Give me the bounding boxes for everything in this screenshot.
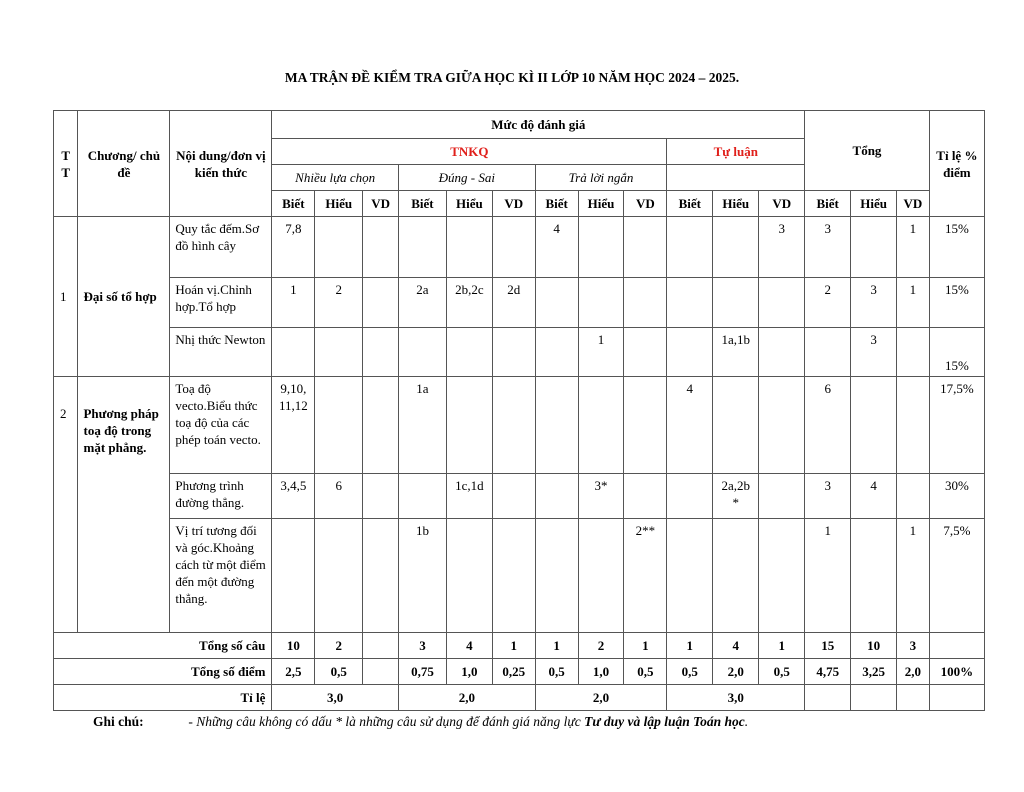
- tnkq-header: TNKQ: [272, 139, 667, 165]
- matrix-cell: [535, 474, 578, 519]
- ratio-row: [54, 685, 985, 711]
- matrix-row: [54, 377, 985, 474]
- matrix-cell: [446, 519, 492, 633]
- matrix-cell: [897, 474, 930, 519]
- ratio-true-false: 2,0: [398, 685, 535, 711]
- total-cell: 15: [805, 633, 851, 659]
- matrix-cell: 1: [272, 278, 315, 328]
- matrix-cell: [713, 217, 759, 278]
- matrix-cell: [363, 377, 399, 474]
- ratio-short-answer: 2,0: [535, 685, 667, 711]
- ratio-cell-empty: [929, 685, 984, 711]
- matrix-row: [54, 519, 985, 633]
- content-header: Nội dung/đơn vị kiến thức: [170, 111, 272, 217]
- matrix-cell: 2d: [492, 278, 535, 328]
- matrix-cell: [492, 474, 535, 519]
- matrix-cell: [624, 217, 667, 278]
- matrix-cell: [398, 217, 446, 278]
- matrix-cell: 1: [805, 519, 851, 633]
- matrix-cell: [759, 377, 805, 474]
- matrix-cell: 1: [897, 519, 930, 633]
- total-cell: 1: [667, 633, 713, 659]
- total-questions-label: Tổng số câu: [54, 633, 272, 659]
- matrix-cell: [713, 278, 759, 328]
- tu-luan-subheader-empty: [667, 165, 805, 191]
- matrix-cell: [363, 519, 399, 633]
- matrix-cell: [624, 474, 667, 519]
- matrix-cell: [446, 328, 492, 377]
- level-header-cell: Hiểu: [315, 191, 363, 217]
- matrix-row: [54, 328, 985, 377]
- matrix-cell: [315, 328, 363, 377]
- matrix-cell: 3*: [578, 474, 624, 519]
- note-text-prefix: - Những câu không có dấu * là những câu sử dụng để đánh giá năng lực: [188, 714, 585, 729]
- matrix-cell: [667, 474, 713, 519]
- matrix-cell: 1: [578, 328, 624, 377]
- percent-cell: 17,5%: [929, 377, 984, 474]
- matrix-cell: [272, 519, 315, 633]
- total-cell: 0,25: [492, 659, 535, 685]
- chapter-name: Phương pháp toạ độ trong mặt phẳng.: [78, 377, 170, 633]
- matrix-row: [54, 217, 985, 278]
- total-cell: 4,75: [805, 659, 851, 685]
- total-cell: 0,5: [624, 659, 667, 685]
- total-cell: 4: [713, 633, 759, 659]
- tu-luan-header: Tự luận: [667, 139, 805, 165]
- matrix-cell: [315, 519, 363, 633]
- chapter-number: 1: [54, 217, 78, 377]
- matrix-cell: [897, 328, 930, 377]
- total-cell: 10: [272, 633, 315, 659]
- matrix-cell: [363, 328, 399, 377]
- matrix-cell: 2**: [624, 519, 667, 633]
- matrix-cell: [713, 377, 759, 474]
- matrix-cell: 2: [805, 278, 851, 328]
- ratio-tu-luan: 3,0: [667, 685, 805, 711]
- matrix-cell: [272, 328, 315, 377]
- level-header-cell: Hiểu: [578, 191, 624, 217]
- matrix-cell: 4: [667, 377, 713, 474]
- matrix-cell: [492, 217, 535, 278]
- matrix-cell: [535, 328, 578, 377]
- matrix-cell: [851, 217, 897, 278]
- total-cell: 10: [851, 633, 897, 659]
- chapter-header: Chương/ chủ đề: [78, 111, 170, 217]
- level-header-cell: Biết: [398, 191, 446, 217]
- matrix-cell: [535, 278, 578, 328]
- total-cell: [363, 659, 399, 685]
- content-cell: Quy tắc đếm.Sơ đồ hình cây: [170, 217, 272, 278]
- matrix-cell: [363, 474, 399, 519]
- matrix-cell: [667, 328, 713, 377]
- matrix-cell: [535, 519, 578, 633]
- level-header-cell: Biết: [667, 191, 713, 217]
- ratio-cell-empty: [851, 685, 897, 711]
- total-cell: 2,5: [272, 659, 315, 685]
- matrix-cell: [667, 278, 713, 328]
- total-percent-cell: 100%: [929, 659, 984, 685]
- chapter-name: Đại số tổ hợp: [78, 217, 170, 377]
- matrix-cell: [805, 328, 851, 377]
- matrix-cell: [363, 217, 399, 278]
- ratio-label: Tỉ lệ: [54, 685, 272, 711]
- matrix-cell: 4: [535, 217, 578, 278]
- total-cell: 0,5: [759, 659, 805, 685]
- matrix-cell: 6: [315, 474, 363, 519]
- matrix-cell: 2: [315, 278, 363, 328]
- ratio-multiple-choice: 3,0: [272, 685, 399, 711]
- matrix-cell: [315, 217, 363, 278]
- matrix-cell: [624, 328, 667, 377]
- level-header-cell: VD: [492, 191, 535, 217]
- matrix-cell: [398, 474, 446, 519]
- matrix-cell: 9,10,11,12: [272, 377, 315, 474]
- content-cell: Phương trình đường thẳng.: [170, 474, 272, 519]
- level-header-cell: Hiểu: [851, 191, 897, 217]
- matrix-cell: [851, 519, 897, 633]
- matrix-cell: 1c,1d: [446, 474, 492, 519]
- level-header-cell: VD: [897, 191, 930, 217]
- percent-header: Tỉ lệ % điểm: [929, 111, 984, 217]
- total-cell: 3,25: [851, 659, 897, 685]
- matrix-cell: 3: [805, 217, 851, 278]
- matrix-cell: 2a,2b*: [713, 474, 759, 519]
- total-cell: 0,5: [667, 659, 713, 685]
- matrix-cell: [363, 278, 399, 328]
- matrix-cell: 3: [759, 217, 805, 278]
- footnote: [93, 714, 748, 730]
- total-points-label: Tổng số điểm: [54, 659, 272, 685]
- matrix-cell: [624, 377, 667, 474]
- matrix-cell: [851, 377, 897, 474]
- matrix-cell: [446, 377, 492, 474]
- total-cell: 0,5: [535, 659, 578, 685]
- level-header-cell: VD: [759, 191, 805, 217]
- matrix-cell: 3: [851, 328, 897, 377]
- multiple-choice-header: Nhiều lựa chọn: [272, 165, 399, 191]
- percent-cell: 7,5%: [929, 519, 984, 633]
- matrix-cell: [446, 217, 492, 278]
- matrix-cell: [759, 278, 805, 328]
- note-text-suffix: .: [744, 714, 749, 729]
- level-header-cell: Biết: [535, 191, 578, 217]
- matrix-cell: [315, 377, 363, 474]
- matrix-cell: 7,8: [272, 217, 315, 278]
- level-header-cell: Biết: [805, 191, 851, 217]
- total-percent-cell: [929, 633, 984, 659]
- page-title: MA TRẬN ĐỀ KIỂM TRA GIỮA HỌC KÌ II LỚP 10 NĂM HỌC 2024 – 2025.: [284, 70, 740, 85]
- matrix-cell: [398, 328, 446, 377]
- level-header-cell: VD: [363, 191, 399, 217]
- content-cell: Toạ độ vecto.Biểu thức toạ độ của các phép toán vecto.: [170, 377, 272, 474]
- matrix-cell: 1a: [398, 377, 446, 474]
- matrix-cell: [667, 519, 713, 633]
- matrix-cell: 1a,1b: [713, 328, 759, 377]
- matrix-cell: [759, 328, 805, 377]
- ratio-cell-empty: [897, 685, 930, 711]
- matrix-cell: [759, 519, 805, 633]
- matrix-cell: [578, 377, 624, 474]
- total-cell: 1: [624, 633, 667, 659]
- total-cell: 1: [492, 633, 535, 659]
- level-header-cell: Hiểu: [446, 191, 492, 217]
- total-cell: 0,75: [398, 659, 446, 685]
- percent-cell: 15%: [929, 217, 984, 278]
- matrix-cell: 1: [897, 278, 930, 328]
- total-cell: 0,5: [315, 659, 363, 685]
- percent-cell: 15%: [929, 328, 984, 377]
- total-cell: 3: [897, 633, 930, 659]
- level-header-cell: Hiểu: [713, 191, 759, 217]
- matrix-body: [54, 217, 985, 711]
- total-cell: 2,0: [897, 659, 930, 685]
- total-cell: 2: [578, 633, 624, 659]
- total-header: Tổng: [805, 111, 930, 191]
- matrix-cell: [624, 278, 667, 328]
- matrix-row: [54, 278, 985, 328]
- matrix-cell: [492, 519, 535, 633]
- matrix-row: [54, 474, 985, 519]
- true-false-header: Đúng - Sai: [398, 165, 535, 191]
- note-label: Ghi chú:: [93, 714, 144, 729]
- matrix-cell: 1: [897, 217, 930, 278]
- percent-cell: 15%: [929, 278, 984, 328]
- content-cell: Nhị thức Newton: [170, 328, 272, 377]
- percent-cell: 30%: [929, 474, 984, 519]
- matrix-cell: 6: [805, 377, 851, 474]
- total-cell: 2,0: [713, 659, 759, 685]
- tt-header: T T: [54, 111, 78, 217]
- assessment-matrix-table: [53, 110, 985, 711]
- total-cell: 1: [759, 633, 805, 659]
- ratio-cell-empty: [805, 685, 851, 711]
- level-header-cell: Biết: [272, 191, 315, 217]
- matrix-cell: 3,4,5: [272, 474, 315, 519]
- total-cell: [363, 633, 399, 659]
- total-questions-row: [54, 633, 985, 659]
- total-cell: 1,0: [578, 659, 624, 685]
- matrix-cell: 2b,2c: [446, 278, 492, 328]
- matrix-cell: 3: [851, 278, 897, 328]
- matrix-cell: 4: [851, 474, 897, 519]
- total-points-row: [54, 659, 985, 685]
- matrix-cell: 1b: [398, 519, 446, 633]
- short-answer-header: Trả lời ngắn: [535, 165, 667, 191]
- total-cell: 4: [446, 633, 492, 659]
- matrix-cell: [578, 278, 624, 328]
- matrix-cell: [535, 377, 578, 474]
- matrix-cell: [578, 519, 624, 633]
- matrix-cell: [897, 377, 930, 474]
- content-cell: Vị trí tương đối và góc.Khoảng cách từ một điểm đến một đường thẳng.: [170, 519, 272, 633]
- matrix-cell: [713, 519, 759, 633]
- matrix-cell: 3: [805, 474, 851, 519]
- matrix-cell: 2a: [398, 278, 446, 328]
- note-text-bold: Tư duy và lập luận Toán học: [584, 714, 745, 729]
- total-cell: 1,0: [446, 659, 492, 685]
- matrix-cell: [759, 474, 805, 519]
- total-cell: 2: [315, 633, 363, 659]
- assessment-level-header: Mức độ đánh giá: [272, 111, 805, 139]
- content-cell: Hoán vị.Chỉnh hợp.Tổ hợp: [170, 278, 272, 328]
- matrix-cell: [578, 217, 624, 278]
- chapter-number: 2: [54, 377, 78, 633]
- total-cell: 1: [535, 633, 578, 659]
- matrix-cell: [492, 377, 535, 474]
- total-cell: 3: [398, 633, 446, 659]
- level-header-cell: VD: [624, 191, 667, 217]
- matrix-cell: [667, 217, 713, 278]
- matrix-cell: [492, 328, 535, 377]
